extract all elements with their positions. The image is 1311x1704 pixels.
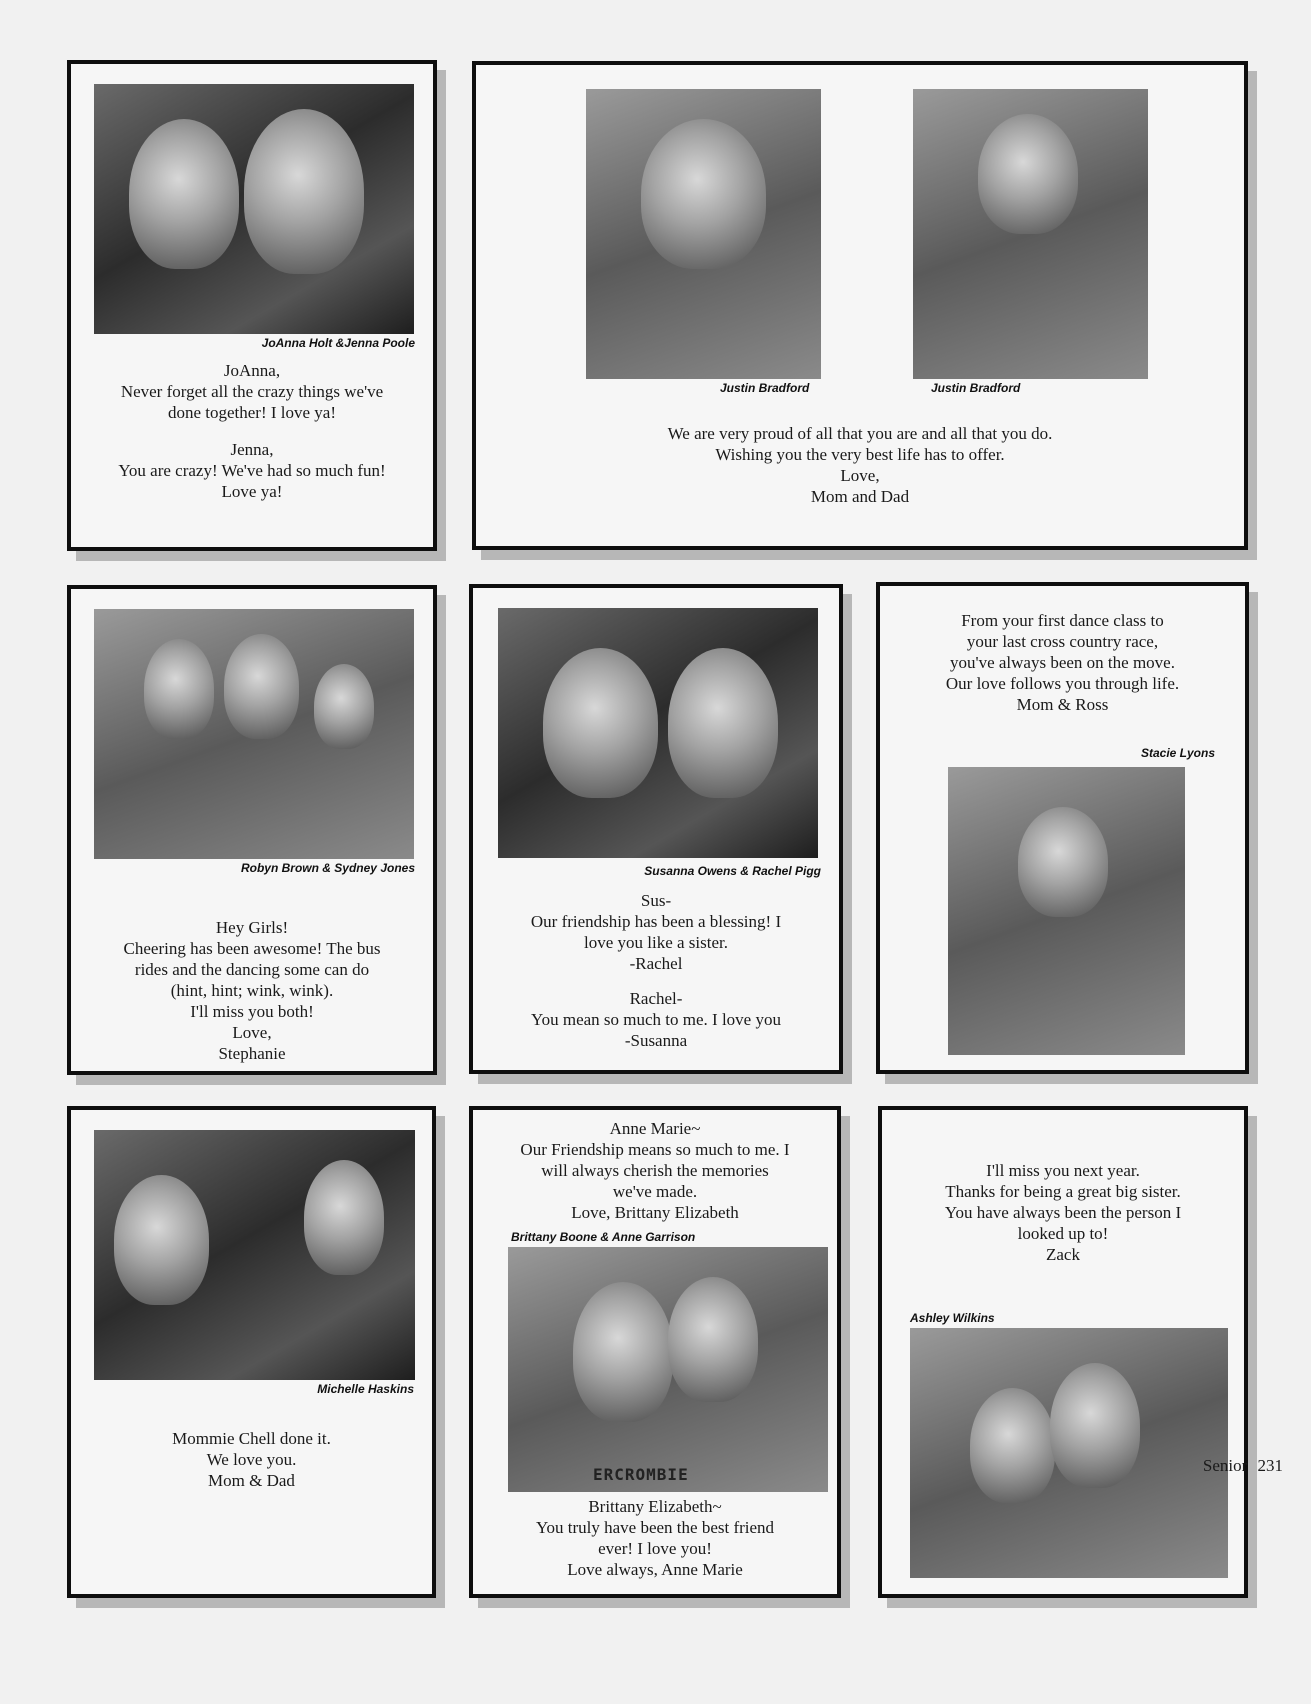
message-to-susanna [483, 890, 829, 1051]
message-text: Brittany Elizabeth~ You truly have been the best friend ever! I love you! Love always, Anne Marie [535, 1497, 775, 1579]
message-to-stacie [890, 610, 1235, 715]
photo-caption: Ashley Wilkins [910, 1311, 995, 1325]
photo-caption: Susanna Owens & Rachel Pigg [644, 864, 821, 878]
photo-susanna-rachel [498, 608, 818, 858]
message-text: Sus- Our friendship has been a blessing! I love you like a sister. -Rachel [530, 891, 782, 973]
message-to-joanna [81, 360, 423, 502]
message-text: Jenna, You are crazy! We've had so much fun! Love ya! [118, 440, 386, 501]
message-to-justin [486, 423, 1234, 507]
message-text: Hey Girls! Cheering has been awesome! The bus rides and the dancing some can do (hint, hint; wink, wink). I'll miss you both! Love, Stephanie [123, 918, 381, 1063]
message-text: From your first dance class to your last cross country race, you've always been on the move. Our love follows you through life. Mom & Ross [945, 611, 1180, 714]
ad-box-michelle [67, 1106, 436, 1598]
photo-stacie [948, 767, 1185, 1055]
message-to-anne-marie [481, 1118, 829, 1223]
message-text: I'll miss you next year. Thanks for being a great big sister. You have always been the person I looked up to! Zack [944, 1161, 1182, 1264]
message-text: Mommie Chell done it. We love you. Mom & Dad [172, 1429, 331, 1490]
message-text: JoAnna, Never forget all the crazy things we've done together! I love ya! [120, 361, 384, 422]
photo-robyn-sydney [94, 609, 414, 859]
ad-box-stacie [876, 582, 1249, 1074]
ad-box-robyn [67, 585, 437, 1075]
photo-joanna-jenna [94, 84, 414, 334]
photo-justin-senior [913, 89, 1148, 379]
photo-brittany-anne [508, 1247, 828, 1492]
ad-box-susanna [469, 584, 843, 1074]
message-text: Anne Marie~ Our Friendship means so much to me. I will always cherish the memories we've made. Love, Brittany Elizabeth [520, 1119, 790, 1222]
message-to-robyn [81, 917, 423, 1064]
ad-box-brittany [469, 1106, 841, 1598]
message-to-ashley [892, 1160, 1234, 1265]
photo-caption: Justin Bradford [720, 381, 810, 395]
photo-caption: Brittany Boone & Anne Garrison [511, 1230, 696, 1244]
photo-caption: JoAnna Holt &Jenna Poole [261, 336, 415, 350]
photo-caption: Justin Bradford [931, 381, 1021, 395]
photo-michelle [94, 1130, 415, 1380]
ad-box-justin [472, 61, 1248, 550]
photo-caption: Robyn Brown & Sydney Jones [240, 861, 415, 875]
page-footer [1203, 1456, 1283, 1476]
ad-box-ashley [878, 1106, 1248, 1598]
message-to-brittany [481, 1496, 829, 1580]
message-to-michelle [81, 1428, 422, 1491]
ad-box-joanna [67, 60, 437, 551]
photo-justin-toddler [586, 89, 821, 379]
message-text: We are very proud of all that you are and all that you do. Wishing you the very best life has to offer. Love, Mom and Dad [667, 424, 1053, 506]
photo-caption: Stacie Lyons [1140, 746, 1215, 760]
message-text: Rachel- You mean so much to me. I love you -Susanna [531, 989, 781, 1050]
photo-caption: Michelle Haskins [317, 1382, 414, 1396]
section-name: Senior [1202, 1456, 1248, 1475]
page-number: 231 [1257, 1456, 1283, 1475]
photo-ashley [910, 1328, 1228, 1578]
shirt-text: ERCROMBIE [593, 1465, 689, 1484]
